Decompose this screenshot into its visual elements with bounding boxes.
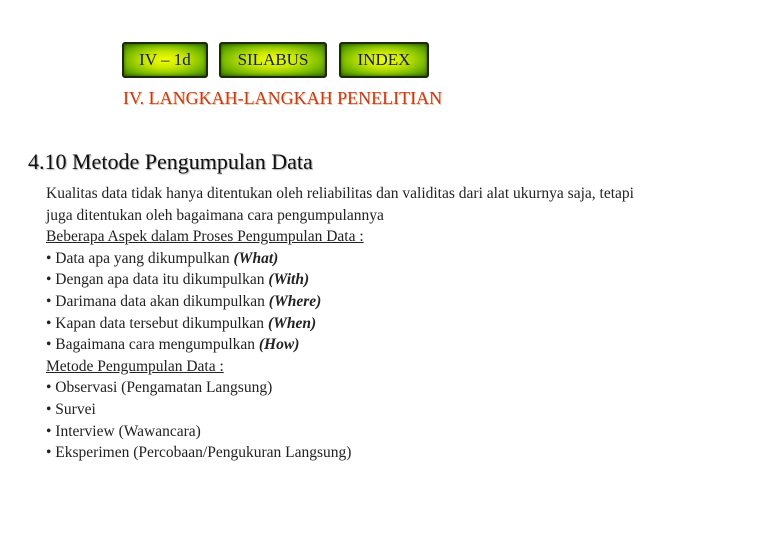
section-title: 4.10 Metode Pengumpulan Data bbox=[28, 149, 313, 174]
list-item bbox=[46, 291, 746, 313]
nav-button-iv-1d[interactable]: IV – 1d bbox=[122, 42, 208, 78]
intro-line: Kualitas data tidak hanya ditentukan oleh reliabilitas dan validitas dari alat ukurnya saja, tetapi bbox=[46, 185, 634, 202]
list-item bbox=[46, 313, 746, 335]
list-item bbox=[46, 334, 746, 356]
nav-button-silabus[interactable]: SILABUS bbox=[219, 42, 327, 78]
list-item-text: • Kapan data tersebut dikumpulkan bbox=[46, 314, 268, 332]
chapter-title: IV. LANGKAH-LANGKAH PENELITIAN bbox=[123, 88, 443, 108]
aspects-heading: Beberapa Aspek dalam Proses Pengumpulan Data : bbox=[46, 228, 364, 246]
list-item-term: (With) bbox=[268, 271, 310, 289]
methods-heading: Metode Pengumpulan Data : bbox=[46, 357, 224, 375]
nav-button-index[interactable]: INDEX bbox=[339, 42, 429, 78]
content-body bbox=[46, 183, 746, 464]
list-item: • Eksperimen (Percobaan/Pengukuran Langsung) bbox=[46, 444, 352, 462]
list-item-text: • Darimana data akan dikumpulkan bbox=[46, 292, 269, 310]
list-item: • Survei bbox=[46, 400, 96, 418]
list-item-term: (When) bbox=[267, 314, 317, 332]
list-item-text: • Data apa yang dikumpulkan bbox=[46, 249, 234, 267]
list-item: • Interview (Wawancara) bbox=[46, 422, 201, 440]
list-item bbox=[46, 269, 746, 291]
list-item: • Observasi (Pengamatan Langsung) bbox=[46, 379, 273, 397]
list-item-text: • Dengan apa data itu dikumpulkan bbox=[46, 271, 269, 289]
intro-line: juga ditentukan oleh bagaimana cara pengumpulannya bbox=[46, 206, 384, 224]
list-item-text: • Bagaimana cara mengumpulkan bbox=[46, 336, 259, 354]
list-item-term: (What) bbox=[233, 249, 279, 267]
list-item-term: (Where) bbox=[268, 292, 322, 310]
list-item bbox=[46, 248, 746, 270]
list-item-term: (How) bbox=[258, 336, 300, 354]
